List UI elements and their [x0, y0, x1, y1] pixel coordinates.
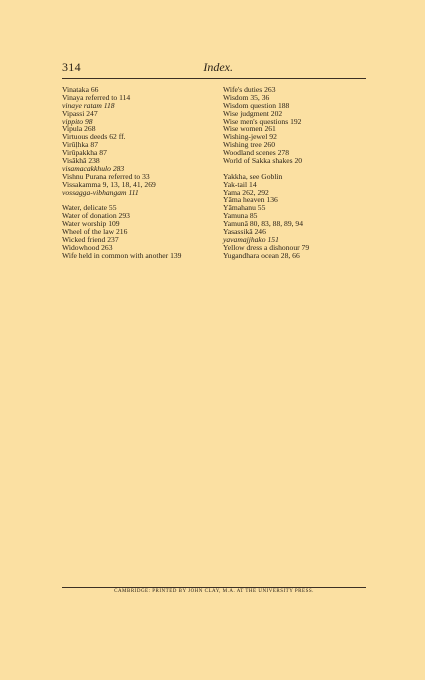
index-entry: Yamunā 80, 83, 88, 89, 94 [223, 219, 304, 229]
index-entry: Yāmahanu 55 [223, 203, 266, 213]
index-group [223, 173, 368, 260]
printer-imprint: CAMBRIDGE: PRINTED BY JOHN CLAY, M.A. AT THE UNIVERSITY PRESS. [114, 589, 314, 594]
index-entry: vinaye ratam 118 [62, 100, 115, 110]
index-entry: Yakkha, see Goblin [223, 171, 283, 181]
index-entry: Wise women 261 [223, 124, 276, 134]
index-entry: Yak-tail 14 [223, 179, 257, 189]
index-entry: Wisdom question 188 [223, 100, 290, 110]
index-entry: World of Sakka shakes 20 [223, 156, 303, 166]
index-entry: Virūpakkha 87 [62, 148, 107, 158]
index-entry: Woodland scenes 278 [223, 148, 290, 158]
index-entry: Vinaya referred to 114 [62, 92, 131, 102]
page-header [62, 60, 366, 76]
index-entry: Wisdom 35, 36 [223, 92, 270, 102]
running-title: Index. [203, 60, 233, 74]
index-entry: Vissakamma 9, 13, 18, 41, 269 [62, 179, 156, 189]
index-entry: Vipula 268 [62, 124, 96, 134]
index-entry: vossagga-vibhangam 111 [62, 187, 139, 197]
index-entry: visamacakkhulo 283 [62, 163, 125, 173]
index-entry: vippito 98 [62, 116, 93, 126]
index-entry: Visākhā 238 [62, 156, 100, 166]
index-group [62, 204, 217, 259]
index-column-right [223, 86, 368, 260]
index-group [223, 86, 368, 165]
index-entry: Wishing tree 260 [223, 140, 275, 150]
index-entry: Water, delicate 55 [62, 203, 117, 213]
index-entry: Vishnu Purana referred to 33 [62, 171, 150, 181]
index-entry: Virtuous deeds 62 ff. [62, 132, 126, 142]
index-entry: Wicked friend 237 [62, 234, 119, 244]
index-entry: Wheel of the law 216 [62, 227, 128, 237]
index-entry: Vinataka 66 [62, 85, 99, 94]
header-rule [62, 78, 366, 79]
index-entry: Vipassi 247 [62, 108, 98, 118]
index-entry: Virūḷhka 87 [62, 140, 99, 150]
footer-rule [62, 587, 366, 588]
index-entry: Wise judgment 202 [223, 108, 283, 118]
index-entry: Yāma heaven 136 [223, 195, 278, 205]
index-entry: Yugandhara ocean 28, 66 [223, 250, 300, 260]
index-entry: Wise men's questions 192 [223, 116, 302, 126]
index-entry: Yama 262, 292 [223, 187, 269, 197]
index-entry: Widowhood 263 [62, 242, 113, 252]
index-entry: Wife's duties 263 [223, 85, 276, 94]
index-group [62, 86, 217, 196]
index-entry: Yellow dress a dishonour 79 [223, 242, 310, 252]
index-entry: Water of donation 293 [62, 211, 130, 221]
index-entry: Yamuna 85 [223, 211, 258, 221]
index-entry: Wishing-jewel 92 [223, 132, 277, 142]
index-entry: Wife held in common with another 139 [62, 250, 182, 260]
index-entry: Water worship 109 [62, 219, 120, 229]
index-column-left [62, 86, 217, 260]
index-entry: yavamajjhako 151 [223, 234, 279, 244]
page-number: 314 [62, 60, 81, 74]
index-entry: Yasassikā 246 [223, 227, 266, 237]
